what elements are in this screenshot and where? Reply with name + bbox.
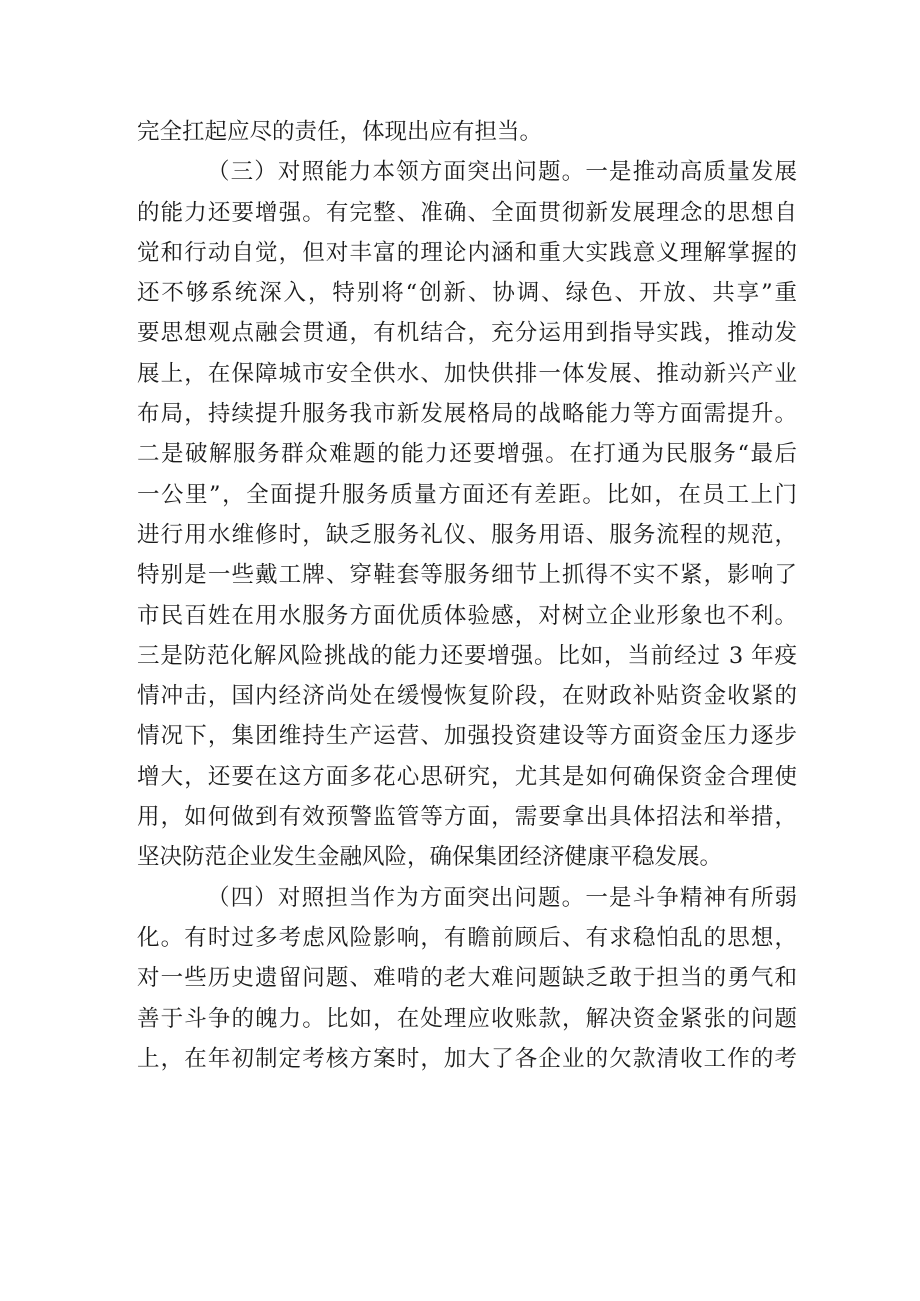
text-line: 的能力还要增强。有完整、准确、全面贯彻新发展理念的思想自 [137,199,797,226]
text-line: 市民百姓在用水服务方面优质体验感，对树立企业形象也不利。 [137,602,797,629]
document-body [137,112,797,1079]
text-line: 展上，在保障城市安全供水、加快供排一体发展、推动新兴产业 [137,360,797,387]
text-line: 用，如何做到有效预警监管等方面，需要拿出具体招法和举措， [137,804,797,831]
text-line: 觉和行动自觉，但对丰富的理论内涵和重大实践意义理解掌握的 [137,239,797,266]
section-heading-line: （三）对照能力本领方面突出问题。一是推动高质量发展 [207,159,797,186]
text-line: 善于斗争的魄力。比如，在处理应收账款，解决资金紧张的问题 [137,1005,797,1032]
text-line: 增大，还要在这方面多花心思研究，尤其是如何确保资金合理使 [137,763,797,790]
text-line: 坚决防范企业发生金融风险，确保集团经济健康平稳发展。 [137,844,723,871]
text-line: 要思想观点融会贯通，有机结合，充分运用到指导实践，推动发 [137,320,797,347]
text-line: 完全扛起应尽的责任，体现出应有担当。 [137,119,543,145]
text-line: 上，在年初制定考核方案时，加大了各企业的欠款清收工作的考 [137,1045,797,1072]
text-line: 还不够系统深入，特别将“创新、协调、绿色、开放、共享”重 [137,280,797,307]
text-line: 情冲击，国内经济尚处在缓慢恢复阶段，在财政补贴资金收紧的 [137,683,797,710]
text-line: 对一些历史遗留问题、难啃的老大难问题缺乏敢于担当的勇气和 [137,965,797,992]
text-line: 三是防范化解风险挑战的能力还要增强。比如，当前经过 3 年疫 [137,642,797,669]
text-line: 特别是一些戴工牌、穿鞋套等服务细节上抓得不实不紧，影响了 [137,562,797,589]
text-line: 布局，持续提升服务我市新发展格局的战略能力等方面需提升。 [137,401,797,428]
text-line: 二是破解服务群众难题的能力还要增强。在打通为民服务“最后 [137,441,797,468]
section-heading-line: （四）对照担当作为方面突出问题。一是斗争精神有所弱 [207,884,797,911]
text-line: 一公里”，全面提升服务质量方面还有差距。比如，在员工上门 [137,481,797,508]
text-line: 情况下，集团维持生产运营、加强投资建设等方面资金压力逐步 [137,723,797,750]
text-line: 进行用水维修时，缺乏服务礼仪、服务用语、服务流程的规范， [137,521,797,548]
text-line: 化。有时过多考虑风险影响，有瞻前顾后、有求稳怕乱的思想， [137,924,797,951]
